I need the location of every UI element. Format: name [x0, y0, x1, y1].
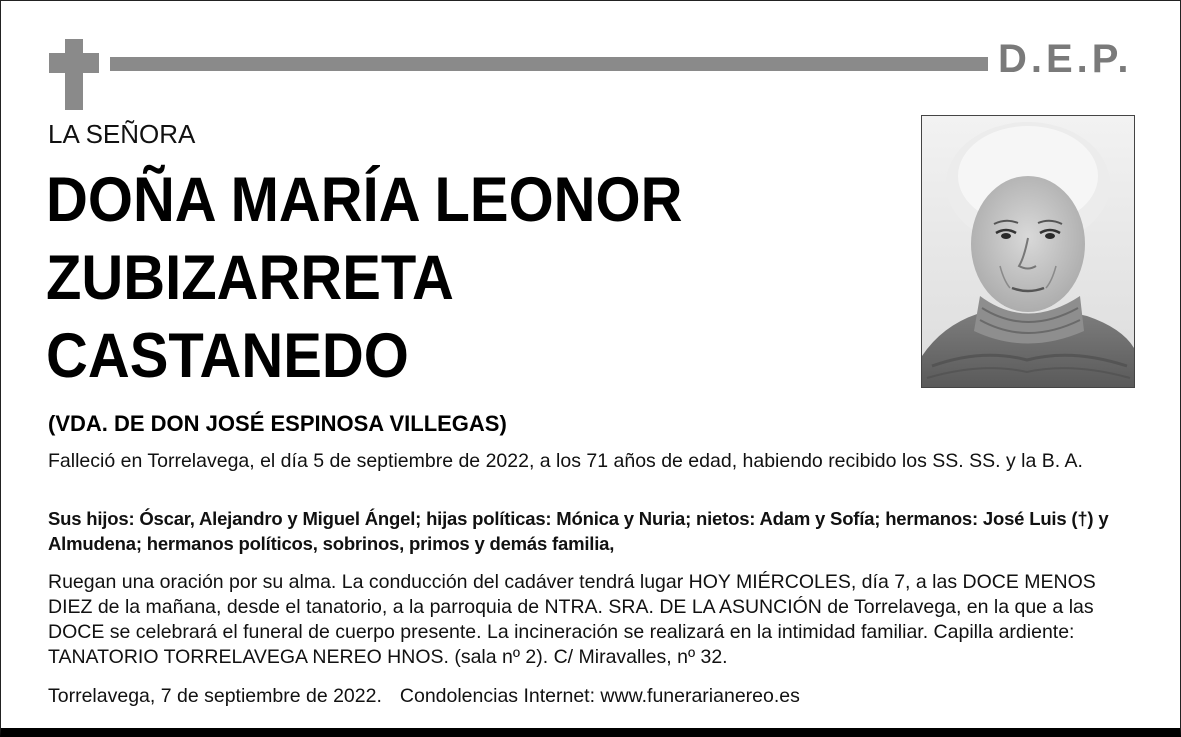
place-date: Torrelavega, 7 de septiembre de 2022. — [48, 685, 382, 707]
header-rule — [110, 57, 988, 71]
deceased-name — [46, 161, 906, 395]
death-paragraph: Falleció en Torrelavega, el día 5 de septiembre de 2022, a los 71 años de edad, habiendo recibido los SS. SS. y la B. A. — [48, 450, 1083, 472]
portrait-photo — [921, 115, 1135, 388]
honorific: LA SEÑORA — [48, 119, 196, 149]
portrait-illustration — [922, 116, 1134, 387]
name-line-3: CASTANEDO — [46, 321, 409, 391]
name-line-1: DOÑA MARÍA LEONOR — [46, 165, 683, 235]
dep-label: D.E.P. — [998, 37, 1133, 81]
cross-icon-horizontal — [49, 53, 99, 73]
prayer-paragraph: Ruegan una oración por su alma. La conducción del cadáver tendrá lugar HOY MIÉRCOLES, día 7, a las DOCE MENOS DIEZ de la mañana, desde el tanatorio, a la parroquia de NTRA. SRA. DE LA ASUNCIÓN de Torrelavega, en la que a las DOCE se celebrará el funeral de cuerpo presente. La incineración se realizará en la intimidad familiar. Capilla ardiente: TANATORIO TORRELAVEGA NEREO HNOS. (sala nº 2). C/ Miravalles, nº 32. — [48, 571, 1096, 668]
condolences-link[interactable]: Condolencias Internet: www.funerarianereo.es — [399, 685, 800, 707]
name-line-2: ZUBIZARRETA — [46, 243, 454, 313]
cross-icon-vertical — [65, 39, 83, 110]
family-paragraph: Sus hijos: Óscar, Alejandro y Miguel Ángel; hijas políticas: Mónica y Nuria; nietos: Adam y Sofía; hermanos: José Luis (†) y Almudena; hermanos políticos, sobrinos, primos y demás familia, — [48, 508, 1109, 554]
footer-line — [48, 684, 1143, 709]
widow-of: (VDA. DE DON JOSÉ ESPINOSA VILLEGAS) — [48, 411, 507, 436]
